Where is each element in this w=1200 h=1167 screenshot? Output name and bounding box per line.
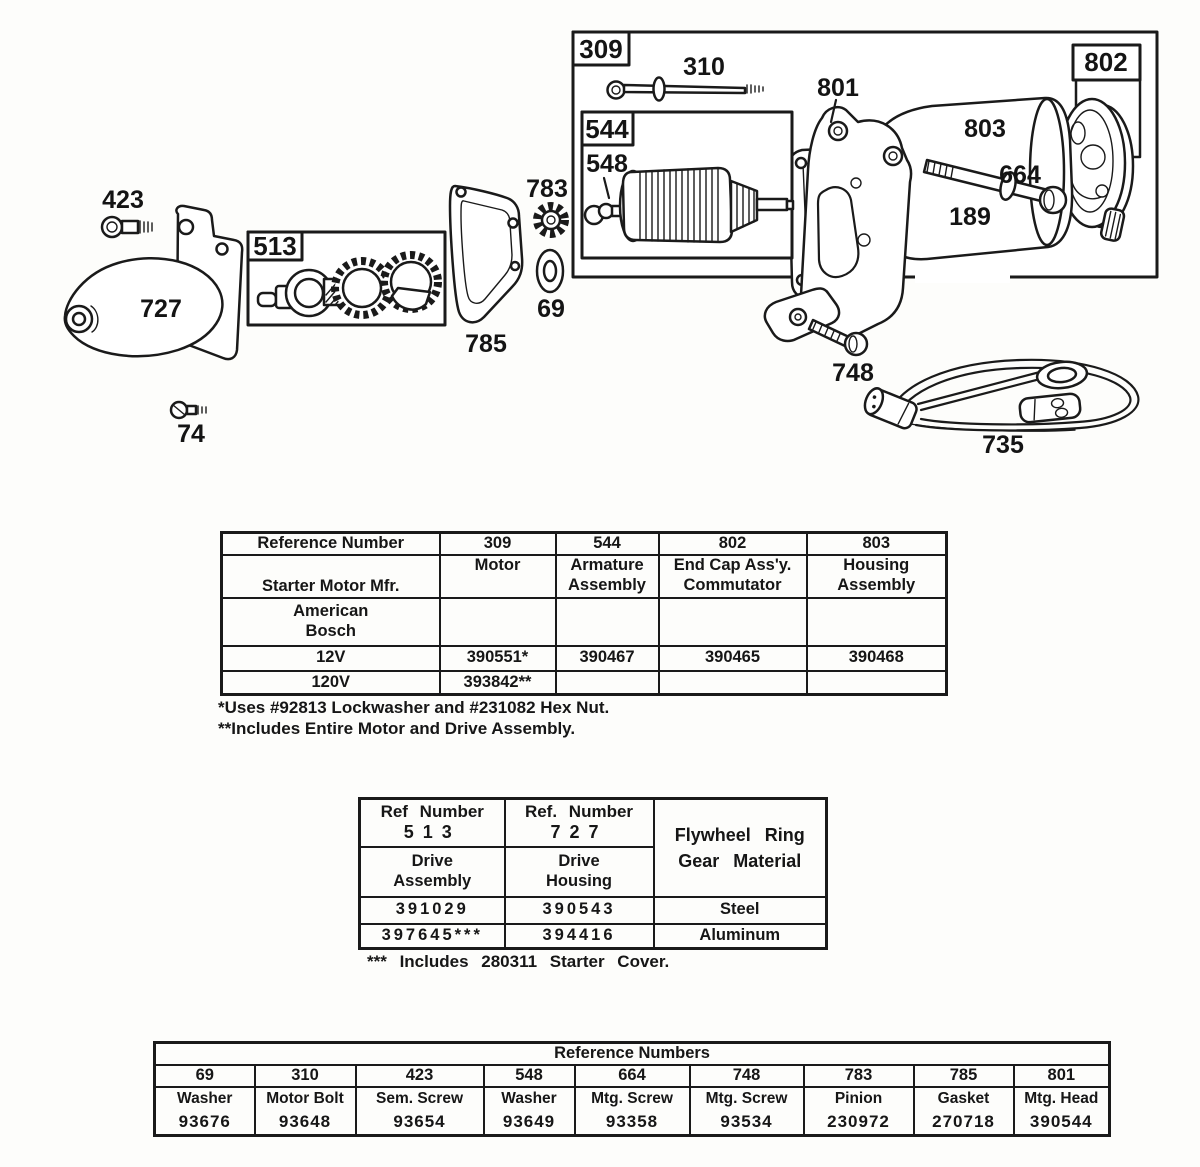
- ref-423: 423: [356, 1065, 484, 1087]
- part-801: [1014, 1087, 1110, 1136]
- part-name: Motor Bolt: [266, 1089, 344, 1107]
- label-802: 802: [1084, 47, 1128, 77]
- label-513: 513: [253, 231, 297, 261]
- cell-empty: [440, 598, 556, 646]
- cell-12v-endcap: 390465: [659, 646, 807, 671]
- ref-748: 748: [690, 1065, 804, 1087]
- part-783: [804, 1087, 914, 1136]
- reference-numbers-table: [153, 1041, 1111, 1137]
- cell-drive-assembly: [360, 847, 505, 897]
- cell-aluminum: Aluminum: [654, 924, 827, 949]
- part-number: 93648: [278, 1111, 332, 1131]
- part-number: 93676: [178, 1111, 231, 1131]
- part-name: Sem. Screw: [375, 1089, 464, 1107]
- part-69-washer: [537, 250, 563, 292]
- part-name: Washer: [501, 1089, 557, 1107]
- part-name: Mtg. Screw: [705, 1089, 788, 1107]
- cell-mfr-american-bosch: [222, 598, 440, 646]
- cell-line: Bosch: [305, 621, 356, 640]
- table-row: [222, 671, 947, 695]
- part-423: [356, 1087, 484, 1136]
- part-name: Mtg. Screw: [591, 1089, 673, 1107]
- ref-table-title: Reference Numbers: [155, 1043, 1110, 1065]
- cell-line: American: [293, 602, 369, 620]
- cell-line: Gear Material: [678, 850, 802, 871]
- part-number: 390544: [1029, 1111, 1093, 1131]
- part-number: 93654: [393, 1111, 446, 1131]
- cell-line: Ref Number: [380, 801, 484, 821]
- part-548: [484, 1087, 575, 1136]
- cell-line: Drive: [411, 851, 453, 870]
- cell-steel-assembly: 391029: [360, 897, 505, 924]
- table-row: [222, 555, 947, 598]
- part-785-gasket: [450, 186, 522, 322]
- ref-801: 801: [1014, 1065, 1110, 1087]
- cell-line: Assembly: [837, 575, 916, 594]
- label-801: 801: [817, 74, 859, 102]
- cell-mfr-label: Starter Motor Mfr.: [222, 555, 440, 598]
- cell-line: Housing: [546, 871, 612, 890]
- table-row: [155, 1065, 1110, 1087]
- label-783: 783: [526, 175, 568, 203]
- cell-drive-housing: [505, 847, 654, 897]
- cell-part-armature: [556, 555, 659, 598]
- header-reference-number: Reference Number: [222, 533, 440, 555]
- part-number: 93649: [502, 1111, 556, 1131]
- cell-line: 513: [403, 822, 461, 843]
- motor-table-footnote-2: **Includes Entire Motor and Drive Assembly.: [218, 719, 576, 738]
- starter-motor-table: [220, 531, 948, 696]
- table-row: [222, 598, 947, 646]
- label-544: 544: [585, 114, 629, 144]
- part-name: Pinion: [834, 1089, 883, 1107]
- cell-line: Assembly: [568, 575, 646, 594]
- header-309: 309: [440, 533, 556, 555]
- header-803: 803: [807, 533, 947, 555]
- cell-120v-endcap: [659, 671, 807, 695]
- cell-120v-motor: 393842**: [440, 671, 556, 695]
- cell-12v: 12V: [222, 646, 440, 671]
- header-flywheel-ring-gear: [654, 799, 827, 897]
- label-69: 69: [537, 295, 565, 323]
- ref-69: 69: [155, 1065, 255, 1087]
- cell-120v-housing: [807, 671, 947, 695]
- cell-12v-housing: 390468: [807, 646, 947, 671]
- table-row: [360, 897, 827, 924]
- cell-steel-housing: 390543: [505, 897, 654, 924]
- label-785: 785: [465, 330, 507, 358]
- part-number: 93358: [605, 1111, 659, 1131]
- cell-steel: Steel: [654, 897, 827, 924]
- label-310: 310: [683, 53, 725, 81]
- cell-line: Drive: [558, 851, 600, 870]
- part-number: 93534: [720, 1111, 773, 1131]
- part-748: [690, 1087, 804, 1136]
- ref-310: 310: [255, 1065, 356, 1087]
- table-row: [155, 1087, 1110, 1136]
- drive-assembly-table: [358, 797, 828, 950]
- ref-783: 783: [804, 1065, 914, 1087]
- table-row: [222, 646, 947, 671]
- ref-548: 548: [484, 1065, 575, 1087]
- cell-empty: [556, 598, 659, 646]
- ref-785: 785: [914, 1065, 1014, 1087]
- table-row: [222, 533, 947, 555]
- cell-120v-armature: [556, 671, 659, 695]
- part-74-screw: [171, 402, 206, 418]
- header-ref-727: [505, 799, 654, 847]
- cell-aluminum-assembly: 397645***: [360, 924, 505, 949]
- cell-empty: [807, 598, 947, 646]
- label-748: 748: [832, 359, 874, 387]
- cell-line: Housing: [843, 555, 910, 574]
- part-783-pinion: [537, 206, 565, 234]
- label-727: 727: [140, 295, 182, 323]
- label-735: 735: [982, 431, 1024, 459]
- drive-table-footnote: *** Includes 280311 Starter Cover.: [367, 952, 670, 971]
- header-544: 544: [556, 533, 659, 555]
- cell-line: Motor: [474, 555, 521, 574]
- header-ref-513: [360, 799, 505, 847]
- part-name: Gasket: [937, 1089, 990, 1107]
- cell-line: Commutator: [683, 575, 782, 594]
- label-309: 309: [579, 34, 623, 64]
- cell-120v: 120V: [222, 671, 440, 695]
- label-189: 189: [949, 203, 991, 231]
- part-735-harness: [861, 359, 1138, 431]
- label-664: 664: [999, 161, 1041, 189]
- cell-line: Assembly: [393, 871, 472, 890]
- cell-12v-armature: 390467: [556, 646, 659, 671]
- motor-table-footnote-1: *Uses #92813 Lockwasher and #231082 Hex Nut.: [218, 698, 610, 717]
- cell-empty: [659, 598, 807, 646]
- cell-line: Ref. Number: [524, 801, 634, 821]
- table-row: [360, 924, 827, 949]
- cell-12v-motor: 390551*: [440, 646, 556, 671]
- cell-line: Armature: [570, 555, 644, 574]
- label-423: 423: [102, 186, 144, 214]
- table-row: [155, 1043, 1110, 1065]
- cell-line: 727: [550, 822, 608, 843]
- label-803: 803: [964, 115, 1006, 143]
- header-802: 802: [659, 533, 807, 555]
- part-423-sem-screw: [102, 217, 152, 237]
- part-664: [575, 1087, 690, 1136]
- part-name: Washer: [177, 1089, 233, 1107]
- parts-diagram: [0, 0, 1200, 480]
- label-548: 548: [586, 150, 628, 178]
- cell-aluminum-housing: 394416: [505, 924, 654, 949]
- part-name: Mtg. Head: [1024, 1089, 1099, 1107]
- ref-664: 664: [575, 1065, 690, 1087]
- cell-line: End Cap Ass'y.: [673, 555, 792, 574]
- cell-line: Flywheel Ring: [674, 824, 805, 845]
- part-number: 270718: [932, 1111, 995, 1131]
- cell-part-housing: [807, 555, 947, 598]
- label-74: 74: [177, 420, 205, 448]
- cell-part-motor: [440, 555, 556, 598]
- part-number: 230972: [827, 1111, 890, 1131]
- part-785: [914, 1087, 1014, 1136]
- part-69: [155, 1087, 255, 1136]
- part-310: [255, 1087, 356, 1136]
- cell-part-endcap: [659, 555, 807, 598]
- table-row: [360, 799, 827, 847]
